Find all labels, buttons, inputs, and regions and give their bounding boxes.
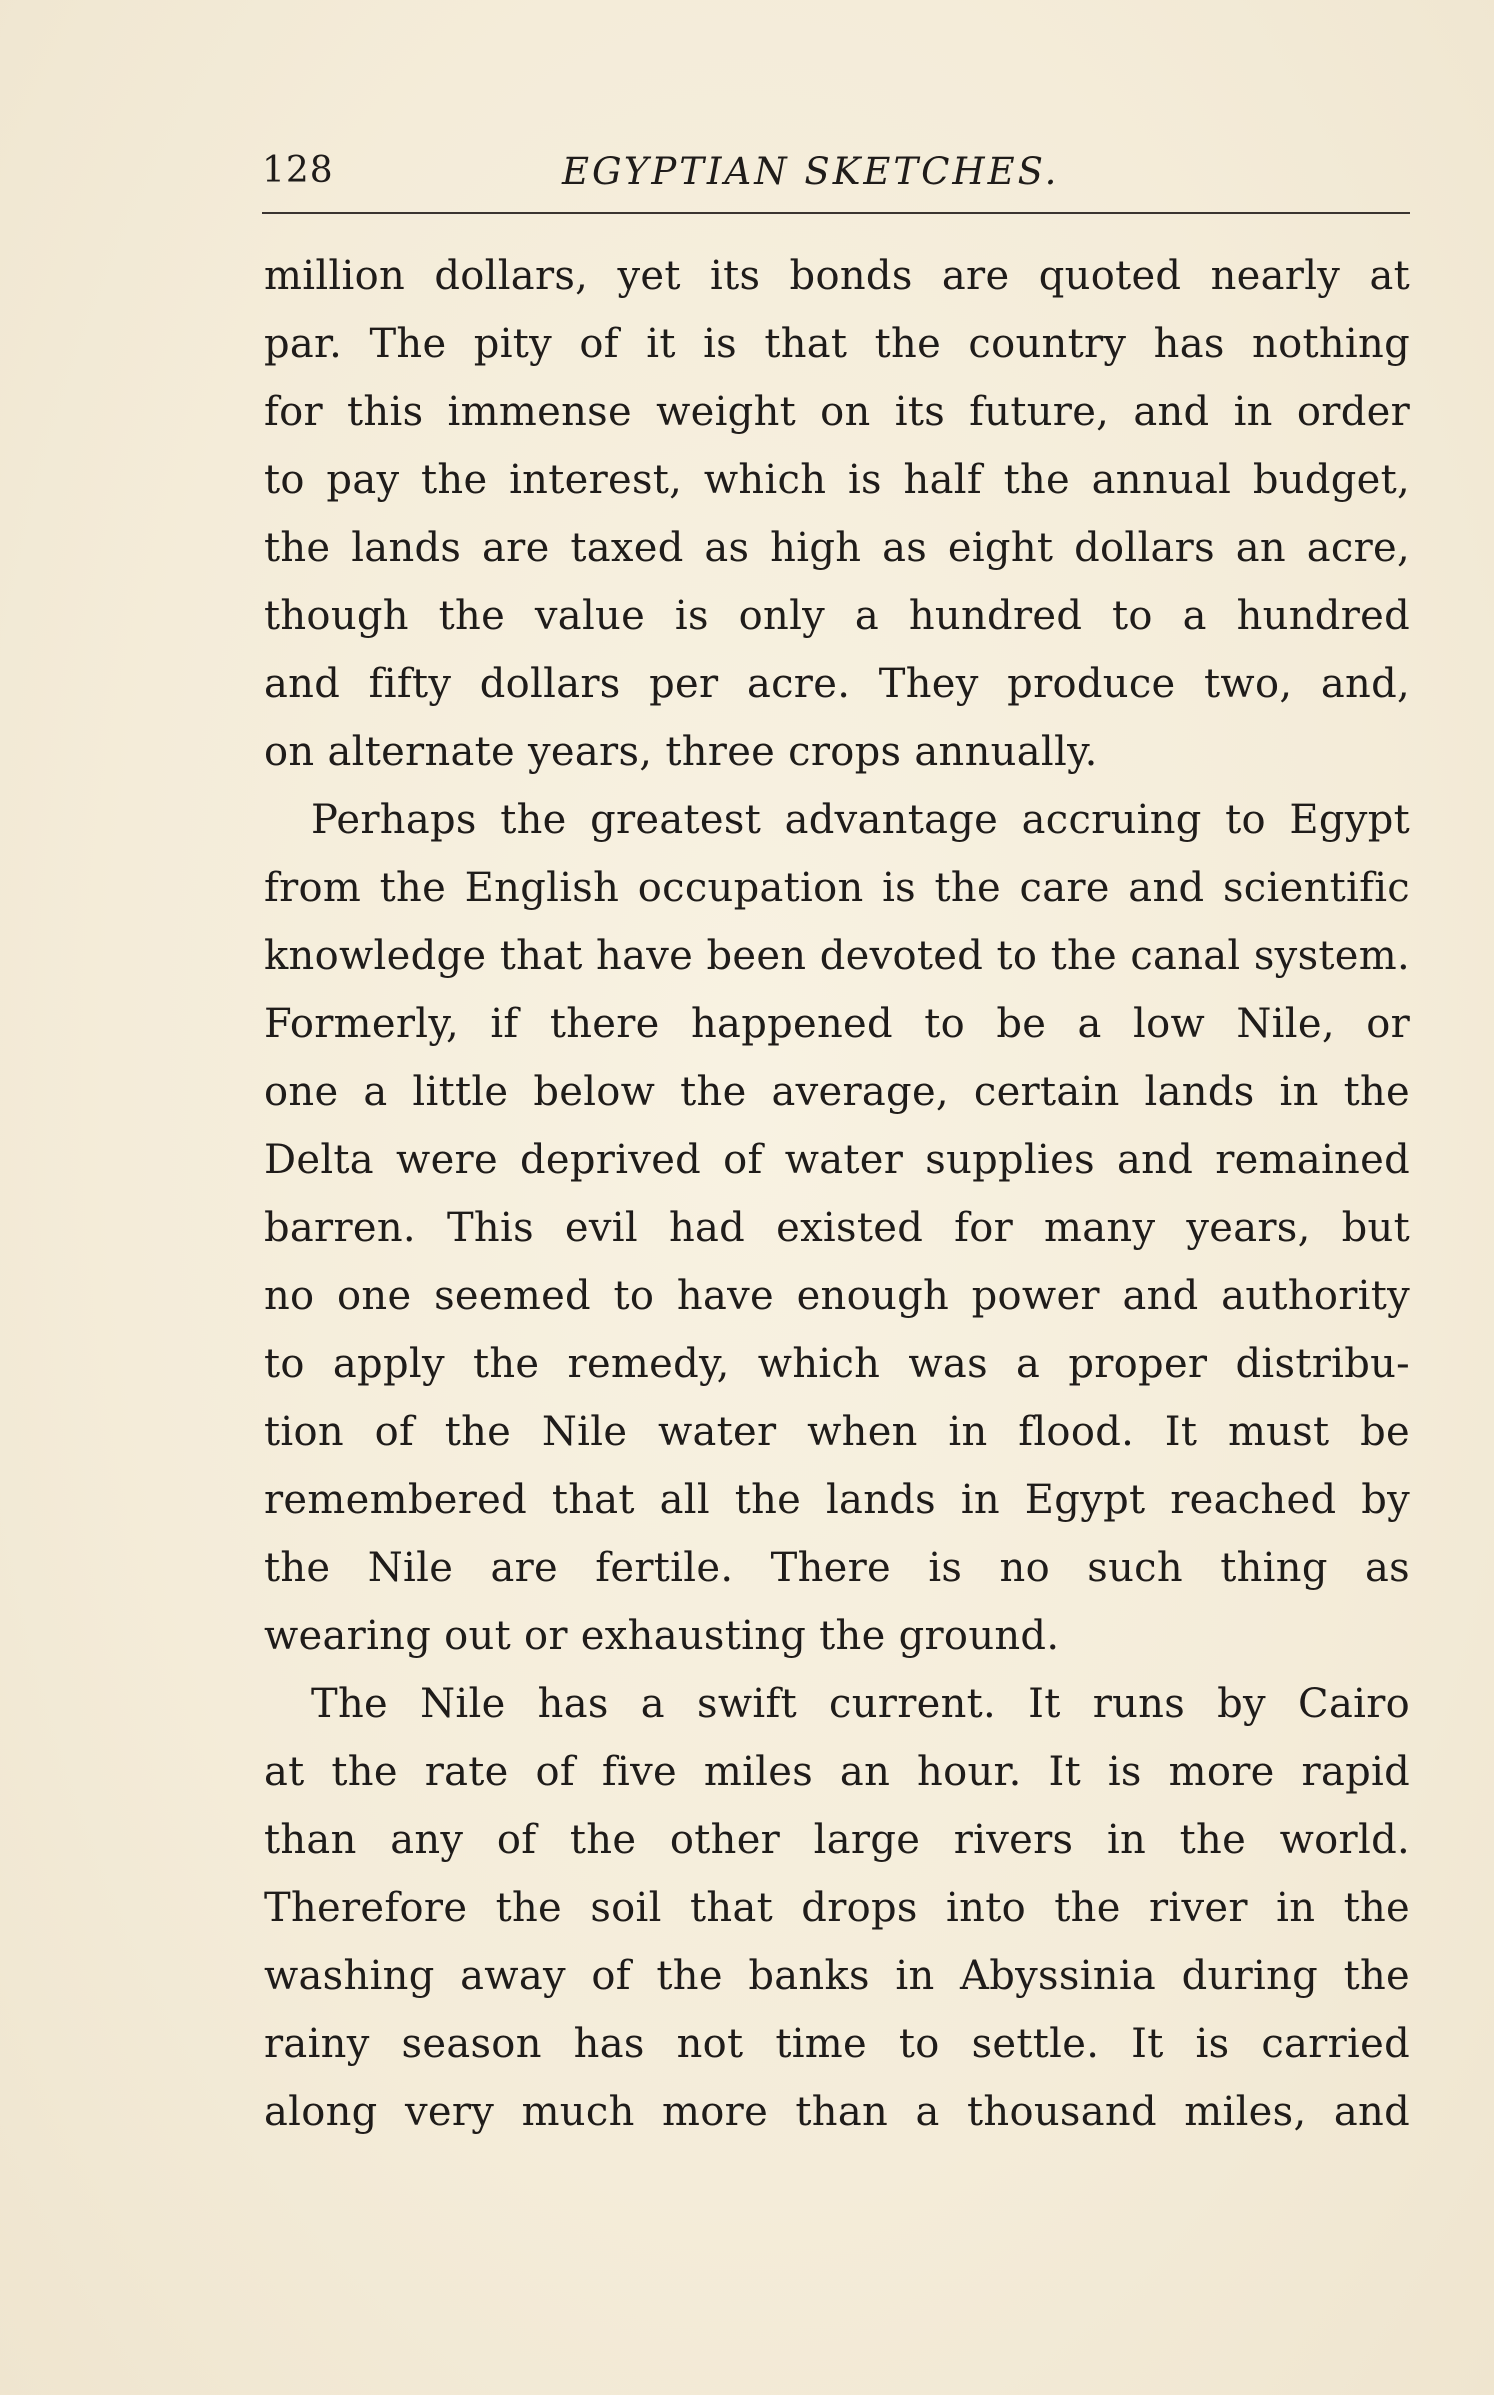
text-line: Therefore the soil that drops into the river in the [264, 1885, 1410, 1931]
text-line: tion of the Nile water when in flood. It must be [264, 1409, 1410, 1455]
header-rule [262, 212, 1410, 214]
running-title: EGYPTIAN SKETCHES. [562, 150, 1060, 193]
text-line: washing away of the banks in Abyssinia during the [264, 1953, 1410, 1999]
text-line: no one seemed to have enough power and authority [264, 1273, 1410, 1319]
text-line: and fifty dollars per acre. They produce two, and, [264, 661, 1410, 707]
text-line: for this immense weight on its future, and in order [264, 389, 1410, 435]
text-line: Formerly, if there happened to be a low Nile, or [264, 1001, 1410, 1047]
text-line: barren. This evil had existed for many years, but [264, 1205, 1410, 1251]
body-text [264, 242, 1410, 2146]
paragraph-1 [264, 242, 1410, 786]
text-line: than any of the other large rivers in the world. [264, 1817, 1410, 1863]
text-line: to apply the remedy, which was a proper distribu- [264, 1341, 1410, 1387]
text-line: par. The pity of it is that the country has nothing [264, 321, 1410, 367]
text-line: one a little below the average, certain lands in the [264, 1069, 1410, 1115]
text-line: rainy season has not time to settle. It is carried [264, 2021, 1410, 2067]
text-line: though the value is only a hundred to a hundred [264, 593, 1410, 639]
text-line: Delta were deprived of water supplies and remained [264, 1137, 1410, 1183]
text-line: The Nile has a swift current. It runs by Cairo [311, 1681, 1410, 1727]
text-line: wearing out or exhausting the ground. [264, 1613, 1060, 1659]
text-line: the lands are taxed as high as eight dollars an acre, [264, 525, 1410, 571]
text-line: at the rate of five miles an hour. It is more rapid [264, 1749, 1410, 1795]
text-line: along very much more than a thousand miles, and [264, 2089, 1410, 2135]
text-line: knowledge that have been devoted to the canal system. [264, 933, 1410, 979]
text-line: the Nile are fertile. There is no such thing as [264, 1545, 1410, 1591]
text-line: Perhaps the greatest advantage accruing to Egypt [311, 797, 1410, 843]
paragraph-2 [264, 786, 1410, 1670]
page-header [262, 150, 1412, 210]
text-line: remembered that all the lands in Egypt reached by [264, 1477, 1410, 1523]
text-line: to pay the interest, which is half the annual budget, [264, 457, 1410, 503]
text-line: million dollars, yet its bonds are quoted nearly at [264, 253, 1410, 299]
page-number: 128 [262, 150, 334, 191]
paragraph-3 [264, 1670, 1410, 2146]
text-line: from the English occupation is the care and scientific [264, 865, 1410, 911]
text-line: on alternate years, three crops annually. [264, 729, 1098, 775]
